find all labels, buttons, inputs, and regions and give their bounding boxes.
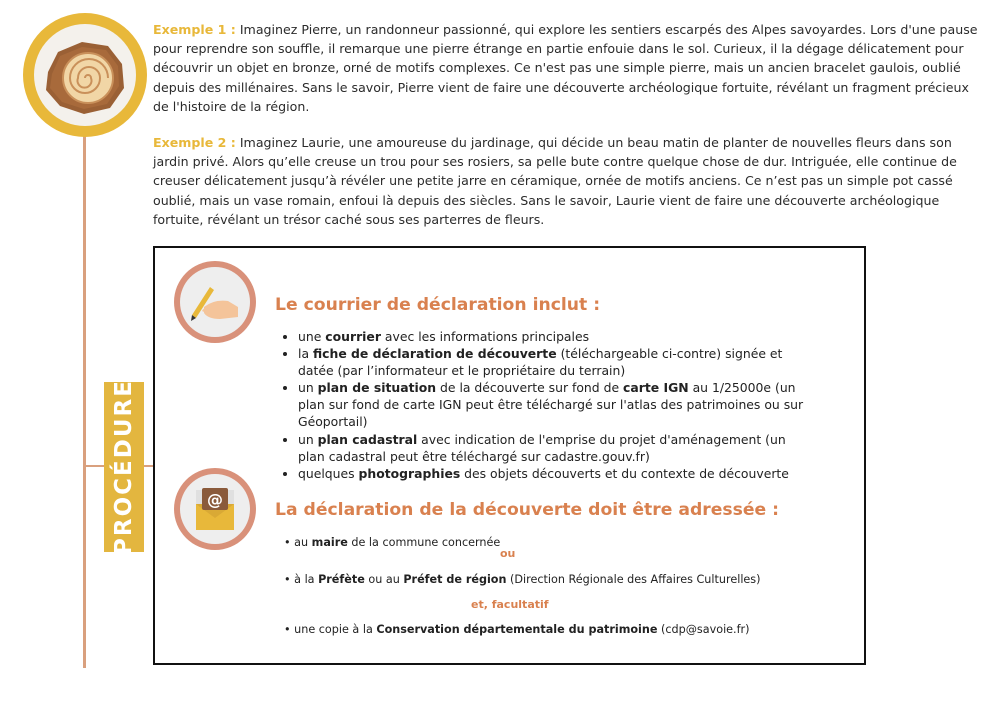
writing-badge	[174, 261, 256, 343]
courrier-item: • une courrier avec les informations principales	[298, 328, 808, 345]
adresse-title: La déclaration de la découverte doit être adressée :	[275, 500, 780, 520]
example-1-paragraph	[153, 20, 988, 116]
ammonite-icon	[34, 24, 136, 126]
procedure-label: PROCÉDURE	[111, 379, 137, 555]
courrier-item: • un plan de situation de la découverte sur fond de carte IGN au 1/25000e (un plan sur fond de carte IGN peut être téléchargé sur l'atlas des patrimoines ou sur Géoportail)	[298, 379, 808, 430]
writing-hand-icon	[180, 267, 250, 337]
email-badge	[174, 468, 256, 550]
adresse-item-prefet: • à la Préfète ou au Préfet de région (Direction Régionale des Affaires Culturelles)	[284, 573, 761, 586]
courrier-item: • quelques photographies des objets découverts et du contexte de découverte	[298, 465, 808, 482]
courrier-list	[278, 328, 808, 482]
courrier-item: • la fiche de déclaration de découverte (téléchargeable ci-contre) signée et datée (par l’informateur et le propriétaire du terrain)	[298, 345, 808, 379]
courrier-item: • un plan cadastral avec indication de l'emprise du projet d'aménagement (un plan cadastral peut être téléchargé sur cadastre.gouv.fr)	[298, 431, 808, 465]
timeline-line	[83, 90, 86, 668]
adresse-item-maire: • au maire de la commune concernée	[284, 536, 501, 549]
example-1-label: Exemple 1 :	[153, 22, 236, 37]
example-2-paragraph	[153, 133, 988, 229]
email-envelope-icon	[180, 474, 250, 544]
example-2-label: Exemple 2 :	[153, 135, 236, 150]
example-2-text: Imaginez Laurie, une amoureuse du jardinage, qui décide un beau matin de planter de nouvelles fleurs dans son jardin privé. Alors qu’elle creuse un trou pour ses rosiers, sa pelle bute contre quelque chose de dur. Intriguée, elle continue de creuser délicatement jusqu’à révéler une petite jarre en céramique, ornée de motifs anciens. Ce n’est pas un simple pot cassé oublié, mais un vase romain, enfoui là depuis des siècles. Sans le savoir, Laurie vient de faire une découverte archéologique fortuite, révélant un trésor caché sous ses parterres de fleurs.	[153, 135, 957, 227]
adresse-item-conservation: • une copie à la Conservation départementale du patrimoine (cdp@savoie.fr)	[284, 623, 750, 636]
courrier-title: Le courrier de déclaration inclut :	[275, 295, 601, 315]
separator-ou: ou	[500, 547, 516, 560]
procedure-label-box	[104, 379, 144, 555]
separator-facultatif: et, facultatif	[471, 598, 549, 611]
svg-text:@: @	[207, 490, 223, 509]
example-1-text: Imaginez Pierre, un randonneur passionné, qui explore les sentiers escarpés des Alpes savoyardes. Lors d'une pause pour reprendre son souffle, il remarque une pierre étrange en partie enfouie dans le sol. Curieux, il la dégage délicatement pour découvrir un objet en bronze, orné de motifs complexes. Ce n'est pas une simple pierre, mais un ancien bracelet gaulois, oublié depuis des millénaires. Sans le savoir, Pierre vient de faire une découverte archéologique fortuite, révélant un fragment précieux de l'histoire de la région.	[153, 22, 978, 114]
